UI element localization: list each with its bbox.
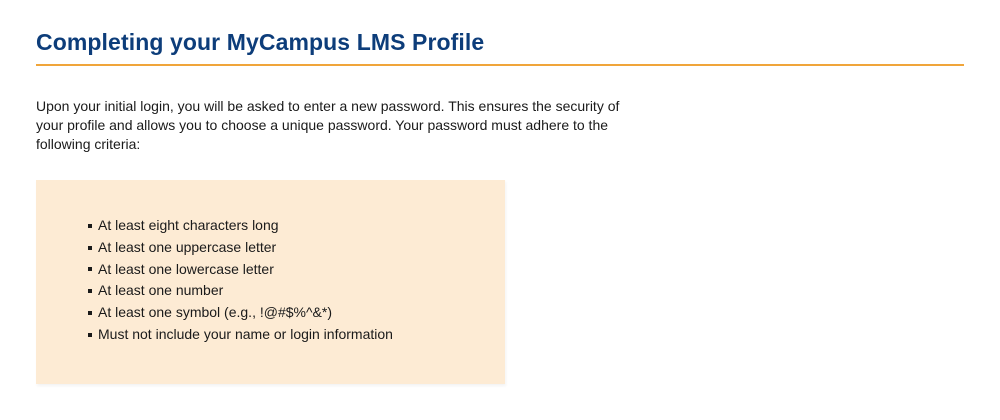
criteria-item-no-personal-info bbox=[88, 324, 393, 346]
square-bullet-icon bbox=[88, 224, 92, 228]
criteria-label: At least eight characters long bbox=[98, 217, 279, 233]
criteria-label: At least one lowercase letter bbox=[98, 260, 274, 277]
square-bullet-icon bbox=[88, 267, 92, 271]
page-title: Completing your MyCampus LMS Profile bbox=[36, 29, 485, 55]
criteria-item-symbol bbox=[88, 302, 393, 324]
criteria-item-lowercase bbox=[88, 259, 393, 281]
criteria-label: At least one number bbox=[98, 282, 224, 299]
password-criteria-list bbox=[88, 215, 393, 346]
password-criteria-box bbox=[36, 180, 505, 384]
criteria-label: At least one uppercase letter bbox=[98, 238, 277, 255]
criteria-label: Must not include your name or login information bbox=[98, 325, 393, 342]
square-bullet-icon bbox=[88, 246, 92, 250]
intro-paragraph: Upon your initial login, you will be asked to enter a new password. This ensures the security of your profile and allows you to choose a unique password. Your password must adhere to the following criteria: bbox=[36, 98, 620, 152]
title-divider bbox=[36, 64, 964, 66]
criteria-label: At least one symbol (e.g., !@#$%^&*) bbox=[98, 304, 332, 321]
square-bullet-icon bbox=[88, 333, 92, 337]
criteria-item-number bbox=[88, 280, 393, 302]
square-bullet-icon bbox=[88, 289, 92, 293]
criteria-item-uppercase bbox=[88, 237, 393, 259]
criteria-item-length bbox=[88, 215, 393, 237]
square-bullet-icon bbox=[88, 311, 92, 315]
